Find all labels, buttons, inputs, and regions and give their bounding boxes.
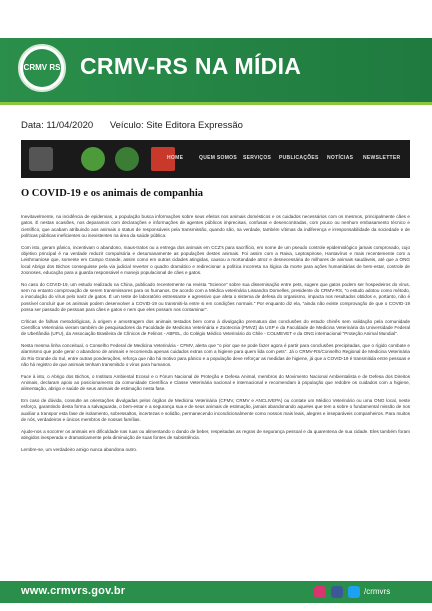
banner-title: CRMV-RS NA MÍDIA [80,53,302,79]
clipping-meta [21,120,257,131]
accent-stripe [0,102,432,105]
paragraph: Ajude-nos a socorrer os animais em dificuldade nas ruas ou alimentando o dando de beber, respeitadas as regras de segurança pessoal e da quarentena de sua cidade. Eles também foram atingidos inesperada e dramaticamente pela diminuição de suas fontes de subsistência. [21,428,410,441]
nav-home[interactable]: HOME [167,155,184,161]
crmv-logo-mark [23,49,61,87]
paragraph: Em caso de dúvida, consulte as orientações divulgadas pelos órgãos de Medicina Veterinária (CFMV, CRMV e ANCLIVEPA) ou contate um Médico Veterinário ou uma ONG local, neste esforço, garantindo desta forma a salvaguarda, o bem-estar e a segurança sua e de seus animais de estimação, jamais abandonando aqueles que tem a sobre o fundamental missão de nos auxiliar a transpor esta fase de isolamento, sobressaltos, incertezas e solidão, permanecendo incondicionalmente como nossos mais leais, alegres e inseparáveis companheiros. Para muitos de nós, verdadeiros e únicos membros de nossas famílias. [21,398,410,423]
partner-logo-icon [81,147,105,171]
nav-noticias[interactable]: NOTÍCIAS [327,155,354,161]
paragraph: Nesta mesma linha conceitual, o Conselho Federal de Medicina Veterinária - CFMV, alerta que "o pior que se pode fazer agora é partir para conclusões precipitadas, que o rígido combate e alarmismo que pode gerar o abandono de animais e recomenda apenas cuidados extras com a higiene para quem lida com pets". Já o CRMV-RS/Conselho Regional de Medicina Veterinária do Rio Grande do Sul, entre outras ponderações, reforça que não há motivo para pânico e a população deve reforçar as medidas de higiene, já que a COVID-19 é transmitida entre pessoas e não há registro de que animais tenham transmitido o vírus para humanos. [21,343,410,367]
paragraph: Com isto, geram pânico, incentivam o abandono, maus-tratos ou a entrega dos animais em CCZ's para sacrifício, em nome de um pseudo controle epidemiológico jamais comprovado, cujo objetivo principal é na verdade reduzir compulsória e desumanamente as populações destes animais. Foi assim com a Raiva, Leptospirose, Hantavírus e mais recentemente com a Leishmaniose que, somente em Campo Grande, assim como em outras cidades atingidas, causou a mortandade atroz e desnecessária de milhares de animais saudáveis, até que a ONG local Abrigo dos Bichos conseguisse pela via judicial reverter o quadro dramático e redirecionar a política incorreta na lógica da morte para ações humanitárias de bem-estar, controle de zoonoses, educação para a guarda responsável e manejo populacional de cães e gatos. [21,244,410,275]
social-handle: /crmvrs [364,587,391,596]
paragraph: No caso do COVID-19, um estudo realizado na China, publicado recentemente na revista "Science" sobre sua disseminação entre pets, sugere que gatos podem ser hospedeiros do vírus, sem no entanto comprovação de serem transmissores para os humanos. De acordo com a Médica veterinária Lissandra Dornelles, presidente do CRMV-RS, "o estudo adotou como método, a inoculação do vírus pelo nariz de gatos. É um teste de laboratório estressante e agressivo que afeta o sistema de defesa do organismo, impacta nos resultados obtidos e, portanto, não é possível concluir que os animais podem desenvolver a COVID-19 ou transmiti-la entre si em condições normais." Por enquanto diz ela, "ainda não existe comprovação de que o COVID-19 possa ser passado de pessoas para cães e gatos e nem que eles possam nos contaminar". [21,281,410,312]
nav-quem-somos[interactable]: QUEM SOMOS [199,155,238,161]
paragraph: Críticas de falhas metodológicas, à origem e amostragem dos animais testados bem como à divulgação prematura das conclusões do estudo chinês sem validação pela comunidade Científica Veterinária vieram também de pesquisadores da Faculdade de Medicina Veterinária e Zootecnia (FMVZ) da USP e da Faculdade de Medicina Veterinária da Universidade Federal de Uberlândia (UFU), da Associação Brasileira de Clínicos de Felinos - ABFEL, do Colégio Médico Veterinário do Chile - COLMEVET e da ONG internacional "Proteção Animal Mundial". [21,318,410,337]
article-body [21,214,410,459]
instagram-icon[interactable] [314,586,326,598]
clipping-vehicle: Veículo: Site Editora Expressão [109,120,243,131]
partner-logo-icon [115,147,139,171]
footer-website-link[interactable]: www.crmvrs.gov.br [21,585,126,597]
editora-logo-icon [29,147,53,171]
crmv-logo [18,44,66,92]
twitter-icon[interactable] [348,586,360,598]
website-header-screenshot [21,140,410,178]
paragraph: Lembre-se, um verdadeiro amigo nunca abandona outro. [21,446,138,452]
article-title: O COVID-19 e os animais de companhia [21,188,204,199]
logo-text: CRMV RS [23,63,61,72]
paragraph: Face à isto, o Abrigo dos Bichos, o Instituto Ambiental Ecosul e o Fórum Nacional de Proteção e Defesa Animal, membros do Movimento Nacional Ambientalista e de Defesa dos Direitos Animais, declaram apoio ao posicionamento da comunidade Científica e Classe Veterinária nacional e internacional e recomendam à população que redobre os cuidados com a higiene, alimentação, abrigo e saúde de seus animais de estimação nesta fase. [21,373,410,392]
nav-newsletter[interactable]: NEWSLETTER [363,155,401,161]
nav-publicacoes[interactable]: PUBLICAÇÕES [279,155,319,161]
facebook-icon[interactable] [331,586,343,598]
clipping-date: Data: 11/04/2020 [21,120,94,131]
nav-servicos[interactable]: SERVIÇOS [243,155,272,161]
paragraph: Inevitavelmente, na incidência de epidemias, a população busca informações sobre seus efeitos nos animais domésticos e os cuidados necessários com os mesmos, principalmente cães e gatos. É nestas ocasiões, nos deparamos com declarações e informações de agentes públicos imprecisas, confusas e desencontradas, com pouco ou nenhum embasamento técnico e científico, que acabam atribuindo aos animais o status de responsáveis pela transmissão, quando são, na verdade, também vítimas da indiferença e irresponsabilidade da sociedade e de políticas públicas ineficientes ou inexistentes na área da saúde pública. [21,214,410,238]
